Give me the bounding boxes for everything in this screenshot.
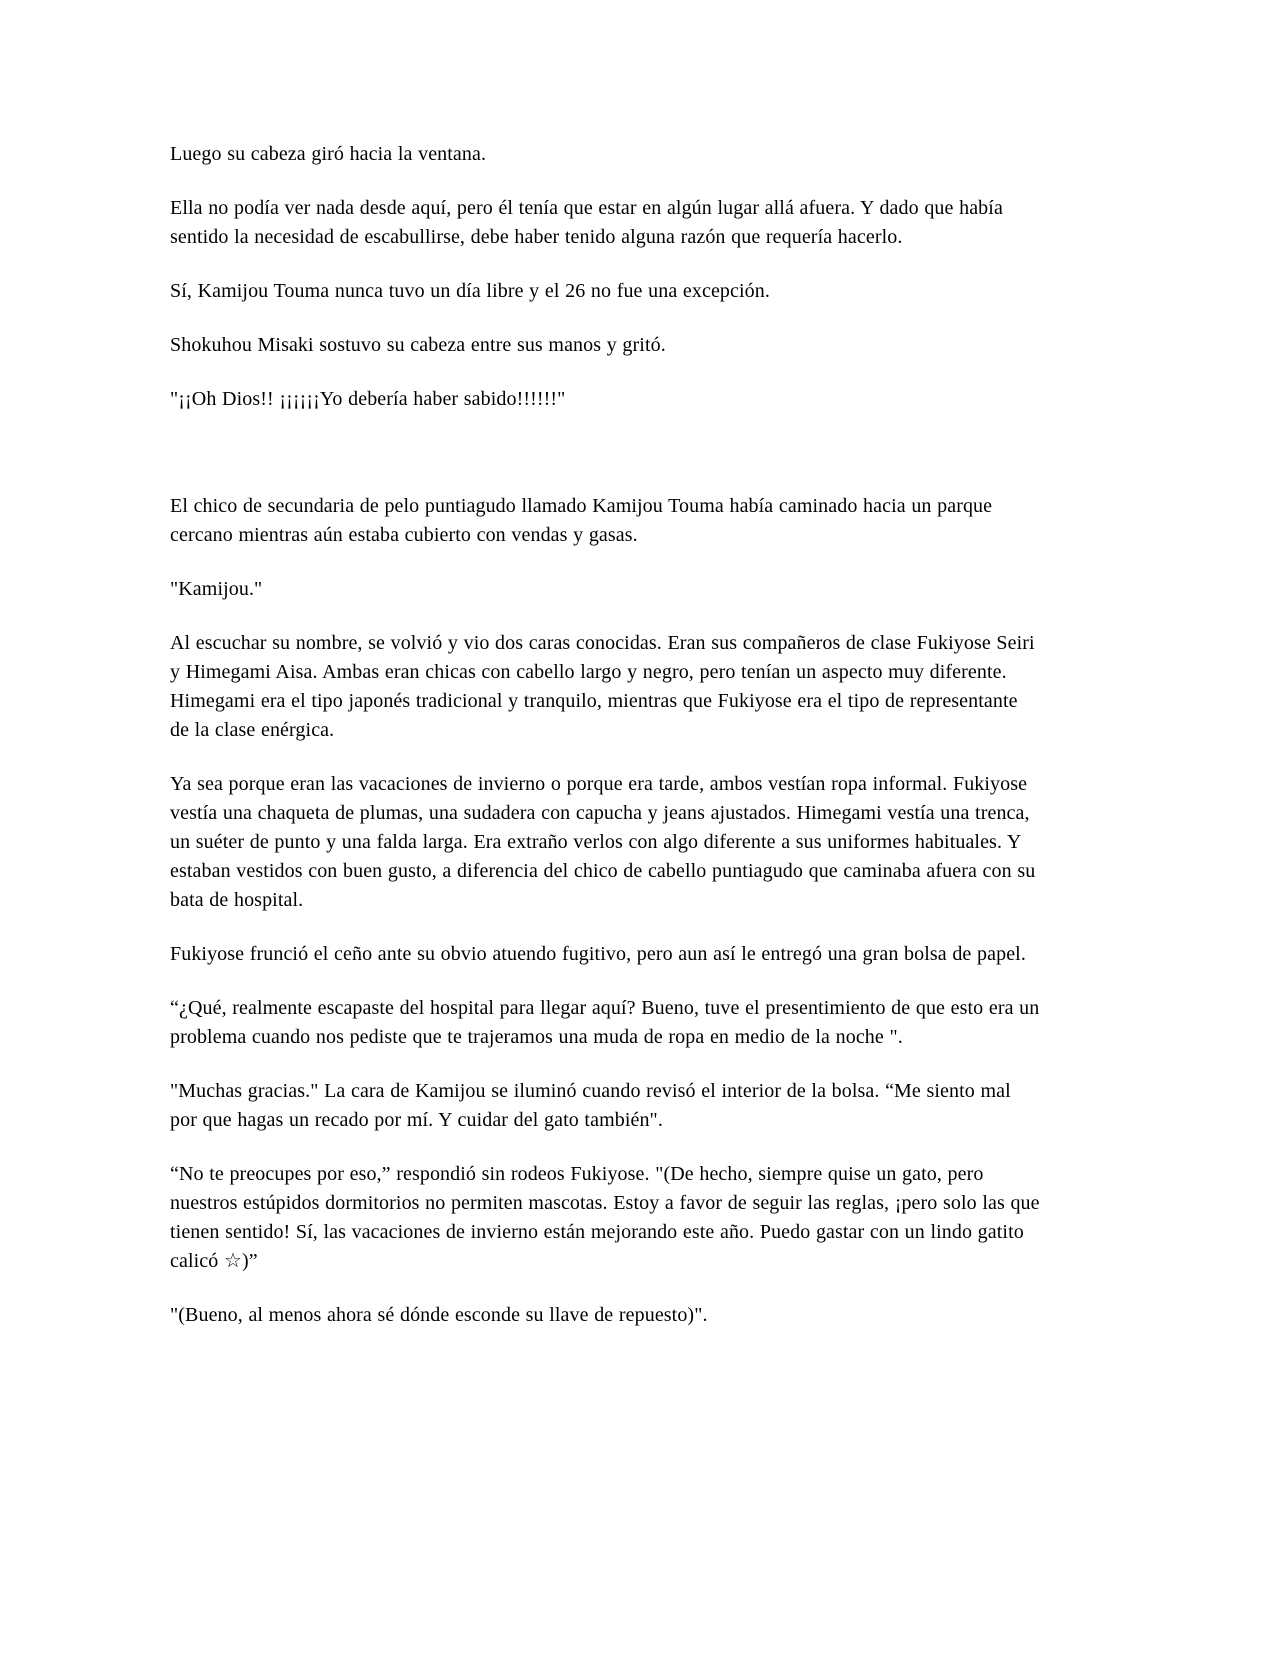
paragraph: Fukiyose frunció el ceño ante su obvio atuendo fugitivo, pero aun así le entregó una gran bolsa de papel.: [170, 943, 1026, 965]
paragraph: "Kamijou.": [170, 578, 263, 600]
section-break: [170, 439, 1042, 492]
paragraph: "(Bueno, al menos ahora sé dónde esconde su llave de repuesto)".: [170, 1304, 708, 1326]
document-body: [170, 140, 1042, 1330]
paragraph: "Muchas gracias." La cara de Kamijou se iluminó cuando revisó el interior de la bolsa. “Me siento mal por que hagas un recado por mí. Y cuidar del gato también".: [170, 1080, 1011, 1131]
paragraph: Luego su cabeza giró hacia la ventana.: [170, 143, 487, 165]
paragraph: “¿Qué, realmente escapaste del hospital para llegar aquí? Bueno, tuve el presentimiento de que esto era un problema cuando nos pediste que te trajeramos una muda de ropa en medio de la noche ".: [170, 997, 1040, 1048]
paragraph: Ya sea porque eran las vacaciones de invierno o porque era tarde, ambos vestían ropa informal. Fukiyose vestía una chaqueta de plumas, una sudadera con capucha y jeans ajustados. Himegami vestía una trenca, un suéter de punto y una falda larga. Era extraño verlos con algo diferente a sus uniformes habituales. Y estaban vestidos con buen gusto, a diferencia del chico de cabello puntiagudo que caminaba afuera con su bata de hospital.: [170, 773, 1036, 911]
paragraph: Sí, Kamijou Touma nunca tuvo un día libre y el 26 no fue una excepción.: [170, 280, 770, 302]
paragraph: Al escuchar su nombre, se volvió y vio dos caras conocidas. Eran sus compañeros de clase Fukiyose Seiri y Himegami Aisa. Ambas eran chicas con cabello largo y negro, pero tenían un aspecto muy diferente. Himegami era el tipo japonés tradicional y tranquilo, mientras que Fukiyose era el tipo de representante de la clase enérgica.: [170, 632, 1035, 741]
paragraph: Ella no podía ver nada desde aquí, pero él tenía que estar en algún lugar allá afuera. Y dado que había sentido la necesidad de escabullirse, debe haber tenido alguna razón que requería hacerlo.: [170, 197, 1003, 248]
paragraph: “No te preocupes por eso,” respondió sin rodeos Fukiyose. "(De hecho, siempre quise un gato, pero nuestros estúpidos dormitorios no permiten mascotas. Estoy a favor de seguir las reglas, ¡pero solo las que tienen sentido! Sí, las vacaciones de invierno están mejorando este año. Puedo gastar con un lindo gatito calicó ☆)”: [170, 1163, 1040, 1272]
paragraph: El chico de secundaria de pelo puntiagudo llamado Kamijou Touma había caminado hacia un parque cercano mientras aún estaba cubierto con vendas y gasas.: [170, 495, 993, 546]
paragraph: "¡¡Oh Dios!! ¡¡¡¡¡¡Yo debería haber sabido!!!!!!": [170, 388, 566, 410]
paragraph: Shokuhou Misaki sostuvo su cabeza entre sus manos y gritó.: [170, 334, 666, 356]
